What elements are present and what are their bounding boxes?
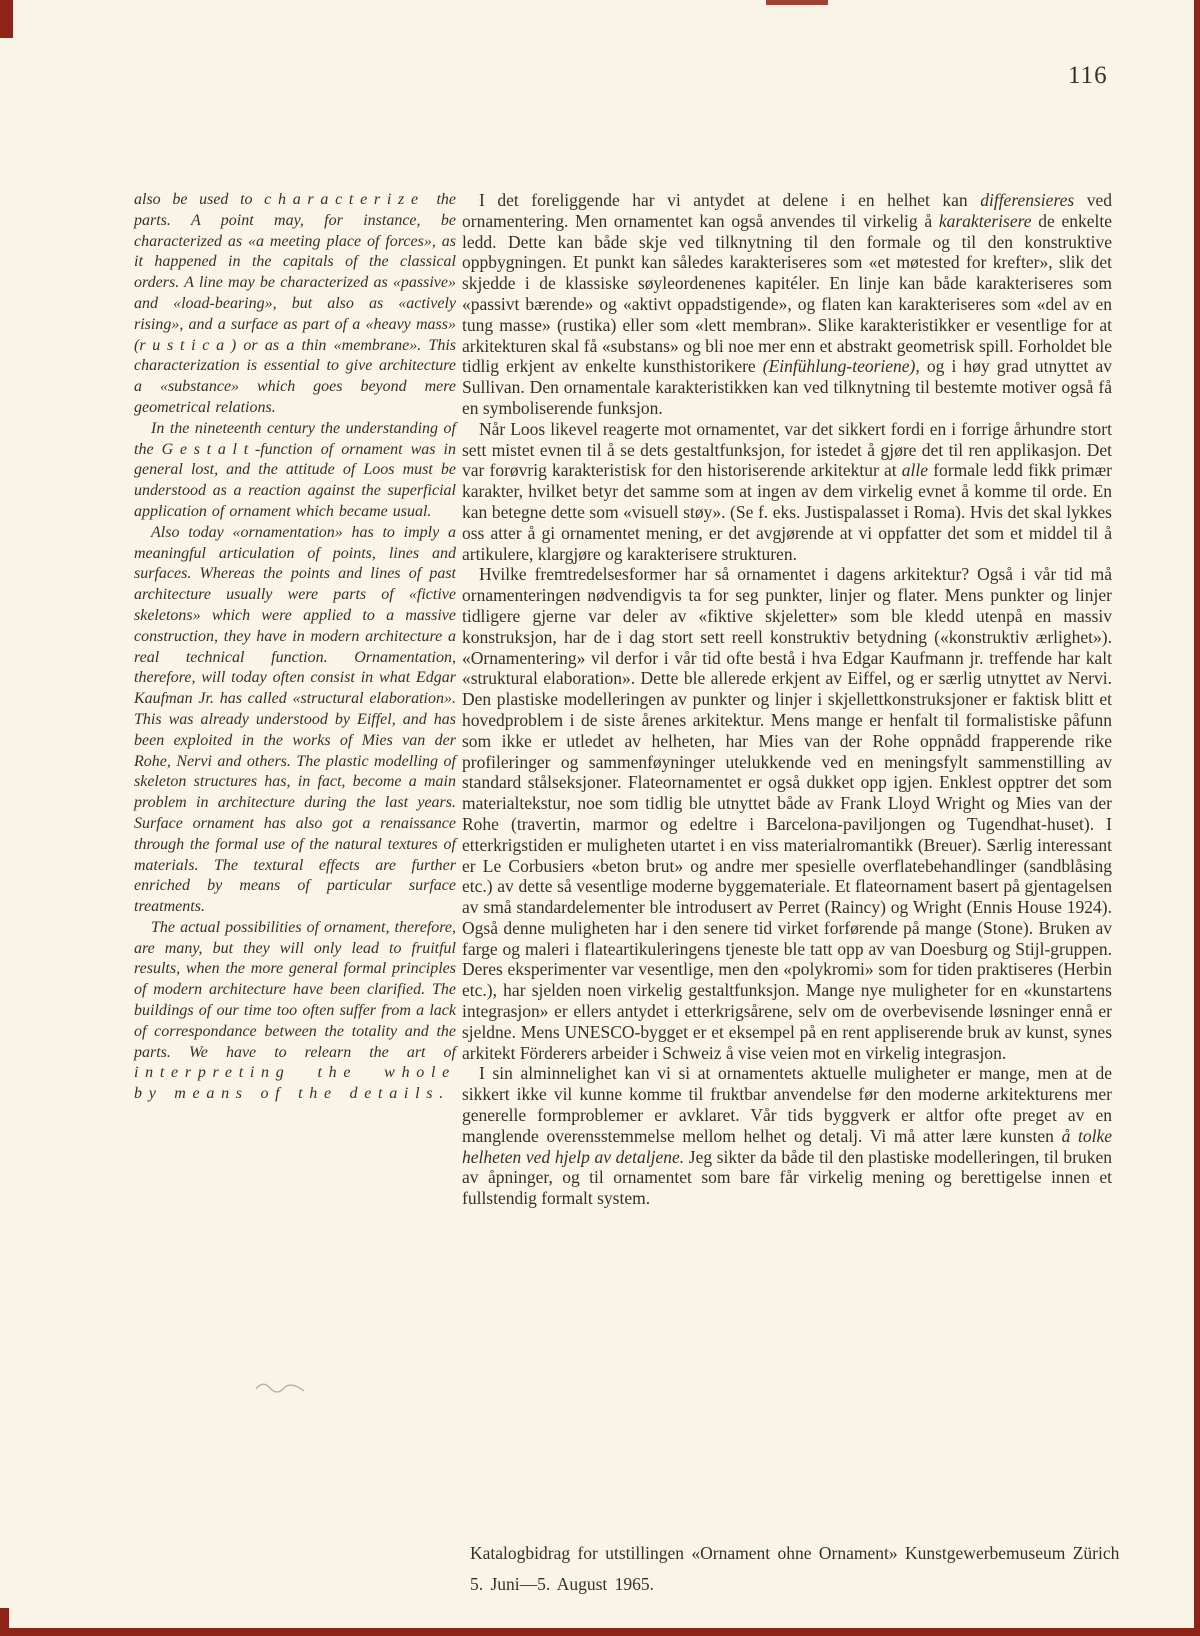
text-segment: The actual possibilities of ornament, therefore, are many, but they will only lead to fruitful results, when the more general formal principles of modern architecture have been clarified. The buildings of our time too often suffer from a lack of correspondance between the totality and the parts. We have to relearn the art of <box>134 918 456 1061</box>
text-segment: alle <box>901 460 929 481</box>
scan-edge-bottom <box>0 1628 1200 1636</box>
text-segment: de enkelte ledd. Dette kan både skje ved tilknytning til den formale og til den konstruktive oppbygningen. Et punkt kan således karakteriseres som «et møtested for krefter», slik det skjedde i de klassiske søyleordenenes kapitéler. En linje kan både karakteriseres som «passivt bærende» og «aktivt oppadstigende», og flaten kan karakteriseres som «del av en tung masse» (rustika) eller som «lett membran». Slike karakteristikker er vesentlige for at arkitekturen skal få «substans» og bli noe mer enn et abstrakt geometrisk spill. Forholdet ble tidlig erkjent av enkelte kunsthistorikere <box>462 210 1112 377</box>
text-segment: In the nineteenth century the understanding of the <box>134 419 456 458</box>
scan-edge-right <box>1194 0 1200 1636</box>
paragraph <box>134 918 456 1105</box>
text-segment: ) or as a thin «membrane». This characterization is essential to give architecture a «substance» which goes beyond mere geometrical relations. <box>134 336 456 416</box>
page-number: 116 <box>1068 62 1108 89</box>
text-segment: interpreting the whole by means of the details. <box>134 1064 456 1103</box>
text-segment: å tolke helheten ved hjelp av detaljene. <box>462 1125 1112 1167</box>
scan-mark-bottom-left <box>0 1608 9 1636</box>
text-segment: rustica <box>139 336 231 354</box>
paragraph <box>134 523 456 918</box>
text-segment: Hvilke fremtredelsesformer har så ornamentet i dagens arkitektur? Også i vår tid må ornamenteringen nødvendigvis ta for seg punkter, linjer og flater. Mens punkter og linjer tidligere gjerne var deler av «fiktive skjeletter» som ble kledd utenpå en massiv konstruksjon, har de i dag stort sett reell konstruktiv betydning («konstruktiv ærlighet»). «Ornamentering» vil derfor i vår tid ofte bestå i hva Edgar Kaufmann jr. treffende har kalt «struktural elaboration». Dette ble allerede erkjent av Eiffel, og er særlig utnyttet av Nervi. Den plastiske modelleringen av punkter og linjer i skjellettkonstruksjoner er faktisk blitt et hovedproblem i de siste årenes arkitektur. Mens mange er henfalt til formalistiske påfunn som ikke er utledet av helheten, har Mies van der Rohe oppnådd frapperende rike profileringer og sammenføyninger utelukkende ved en meningsfylt sammenstilling av standard stålseksjoner. Flateornamentet er også dukket opp igjen. Enklest opptrer det som materialtekstur, noe som tidlig ble utnyttet både av Frank Lloyd Wright og Mies van der Rohe (travertin, marmor og edeltre i Barcelona-paviljongen og Tugendhat-huset). I etterkrigstiden er muligheten utartet i en viss materialromantikk (Breuer). Særlig interessant er Le Corbusiers «beton brut» og andre mer spesielle overflatebehandlinger (sandblåsing etc.) av dette så vesentlige moderne byggemateriale. Et flateornament basert på gjentagelsen av små standardelementer ble introdusert av Perret (Raincy) og Wright (Ennis House 1924). Også denne muligheten har i den senere tid virket forførende på mange (Stone). Bruken av farge og maleri i flateartikuleringens tjeneste ble tatt opp av van Doesburg og Stijl-gruppen. Deres eksperimenter var vesentlige, men den «polykromi» som for tiden praktiseres (Herbin etc.), har sjelden noen virkelig gestaltfunksjon. Mange nye muligheter for en «kunstartens integrasjon» er ellers antydet i etterkrigsårene, selv om de overbevisende løsninger ennå er sjeldne. Mens UNESCO-bygget er et eksempel på en rent appliserende bruk av kunst, synes arkitekt Förderers arbeider i Schweiz å vise veien mot en virkelig integrasjon. <box>462 564 1112 1063</box>
paragraph <box>462 419 1112 565</box>
paragraph <box>134 419 456 523</box>
left-column-english-text <box>134 190 456 1105</box>
text-segment: ved ornamentering. Men ornamentet kan også anvendes til virkelig å <box>462 190 1112 231</box>
text-segment: I det foreliggende har vi antydet at delene i en helhet kan <box>479 190 981 210</box>
paragraph <box>134 190 456 419</box>
text-segment: og i høy grad utnyttet av Sullivan. Den ornamentale karakteristikken kan ved tilknytning til bestemte motiver også få en symboliserende funksjon. <box>462 356 1112 418</box>
scan-mark-top-left <box>0 0 13 38</box>
footer-caption-line-2: 5. Juni—5. August 1965. <box>470 1574 655 1594</box>
text-segment: Also today «ornamentation» has to imply a meaningful articulation of points, lines and surfaces. Whereas the points and lines of past architecture usually were parts of «fictive skeletons» which were applied to a massive construction, they have in modern architecture a real technical function. Ornamentation, therefore, will today often consist in what Edgar Kaufman Jr. has called «structural elaboration». This was already understood by Eiffel, and has been exploited in the works of Mies van der Rohe, Nervi and others. The plastic modelling of skeleton structures has, in fact, become a main problem in architecture during the last years. Surface ornament has also got a renaissance through the formal use of the natural textures of materials. The textural effects are further enriched by means of particular surface treatments. <box>134 523 456 916</box>
text-segment: I sin alminnelighet kan vi si at ornamentets aktuelle muligheter er mange, men at de sikkert ikke vil kunne komme til fruktbar anvendelse før den moderne arkitekturens mer generelle formproblemer er avklaret. Vår tids byggverk er altfor ofte preget av en manglende overensstemmelse mellom helhet og detalj. Vi må atter lære kunsten <box>462 1063 1112 1146</box>
text-segment: Gestalt <box>161 440 255 458</box>
right-column-norwegian-text <box>462 190 1112 1209</box>
pencil-squiggle-mark <box>254 1380 306 1398</box>
text-segment: (Einfühlung-teoriene), <box>762 356 920 377</box>
paragraph <box>462 1063 1112 1209</box>
text-segment: Når Loos likevel reagerte mot ornamentet, var det sikkert fordi en i forrige århundre stort sett mistet evnen til å se dets gestaltfunksjon, for istedet å gjøre det til ren applikasjon. Det var forøvrig karakteristisk for den historiserende arkitektur at <box>462 418 1112 481</box>
text-segment: karakterisere <box>938 210 1032 231</box>
paragraph <box>462 564 1112 1063</box>
footer-caption-line-1: Katalogbidrag for utstillingen «Ornament ohne Ornament» Kunstgewerbemuseum Zürich <box>470 1543 1120 1563</box>
text-segment: characterize <box>264 191 425 208</box>
paragraph <box>462 190 1112 419</box>
text-segment: formale ledd fikk primær karakter, hvilket betyr det samme som at ingen av dem virkelig evnet å komme til orde. En kan betegne dette som «visuell støy». (Se f. eks. Justispalasset i Roma). Hvis det skal lykkes oss atter å gi ornamentet mening, er det avgjørende at vi oppfatter det som et middel til å artikulere, klargjøre og karakterisere strukturen. <box>462 460 1112 564</box>
text-segment: differensieres <box>980 190 1075 210</box>
text-segment: also be used to <box>134 191 265 208</box>
text-segment: Jeg sikter da både til den plastiske modelleringen, til bruken av åpninger, og til ornamentet som bare får virkelig mening og berettigelse innen et fullstendig formalt system. <box>462 1146 1112 1209</box>
text-segment: the parts. A point may, for instance, be characterized as «a meeting place of forces», as it happened in the capitals of the classical orders. A line may be characterized as «passive» and «load-bearing», but also as «actively rising», and a surface as part of a «heavy mass» ( <box>134 191 456 354</box>
text-segment: -function of ornament was in general lost, and the attitude of Loos must be understood as a reaction against the superficial application of ornament which became usual. <box>134 440 456 520</box>
footer-caption <box>470 1538 1170 1600</box>
scan-mark-top-middle <box>766 0 828 5</box>
